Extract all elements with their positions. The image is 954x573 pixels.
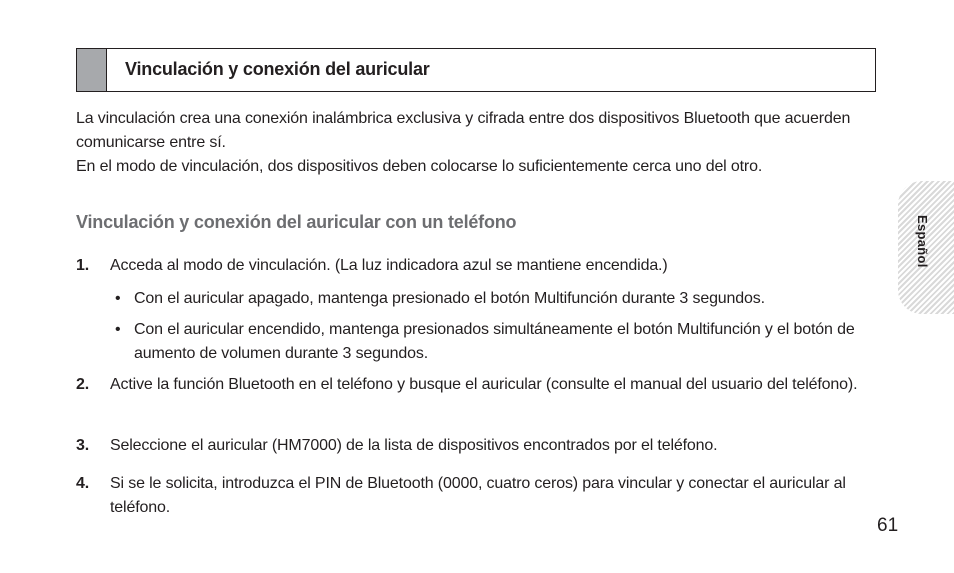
bullet-item	[110, 287, 870, 311]
intro-paragraph: La vinculación crea una conexión inalámbrica exclusiva y cifrada entre dos dispositivos Bluetooth que acuerden comunicarse entre sí.	[76, 110, 851, 151]
language-tab	[898, 181, 954, 314]
page-number: 61	[877, 515, 899, 536]
bullet-item	[110, 318, 870, 366]
language-tab-label: Español	[915, 215, 930, 268]
bullet-text: Con el auricular apagado, mantenga presionado el botón Multifunción durante 3 segundos.	[134, 290, 765, 307]
step-4	[76, 472, 876, 520]
section-title: Vinculación y conexión del auricular	[125, 59, 430, 79]
step-text: Si se le solicita, introduzca el PIN de Bluetooth (0000, cuatro ceros) para vincular y conectar el auricular al teléfono.	[110, 475, 846, 516]
bullet-text: Con el auricular encendido, mantenga presionados simultáneamente el botón Multifunción y el botón de aumento de volumen durante 3 segundos.	[134, 321, 855, 362]
step-3	[76, 434, 876, 458]
section-header	[76, 48, 876, 92]
intro-text	[76, 107, 876, 179]
bullet-dot: •	[115, 321, 121, 338]
step-number: 4.	[76, 475, 90, 492]
subheading: Vinculación y conexión del auricular con un teléfono	[76, 212, 517, 232]
section-marker	[77, 49, 107, 91]
step-text: Active la función Bluetooth en el teléfono y busque el auricular (consulte el manual del usuario del teléfono).	[110, 376, 858, 393]
intro-paragraph: En el modo de vinculación, dos dispositivos deben colocarse lo suficientemente cerca uno del otro.	[76, 158, 763, 175]
step-text: Seleccione el auricular (HM7000) de la lista de dispositivos encontrados por el teléfono.	[110, 437, 718, 454]
bullet-dot: •	[115, 290, 121, 307]
step-2	[76, 373, 876, 397]
step-number: 3.	[76, 437, 90, 454]
step-number: 1.	[76, 257, 90, 274]
step-1	[76, 254, 876, 278]
step-number: 2.	[76, 376, 90, 393]
step-text: Acceda al modo de vinculación. (La luz indicadora azul se mantiene encendida.)	[110, 257, 668, 274]
